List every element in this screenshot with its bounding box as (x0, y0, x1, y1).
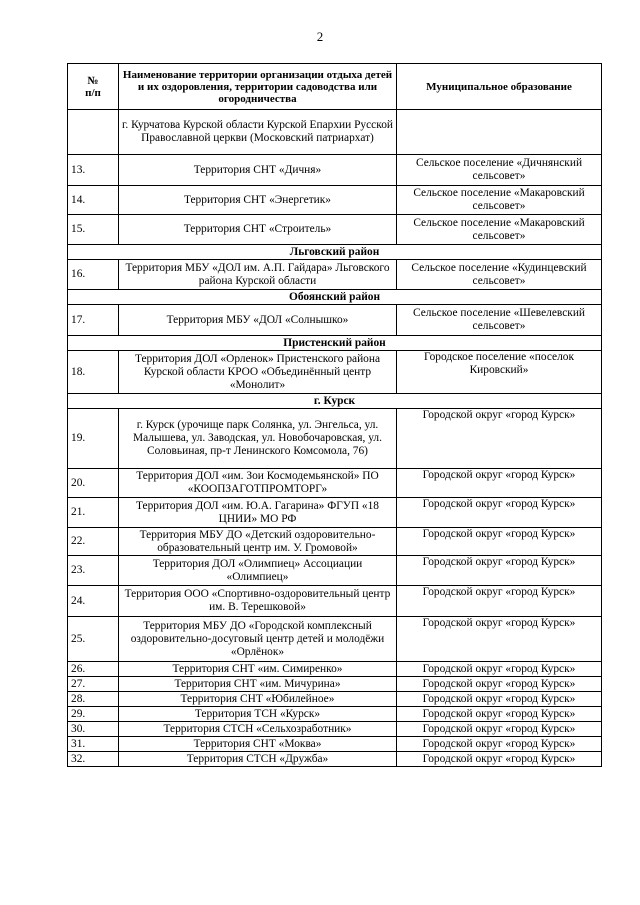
table-row (68, 722, 602, 737)
cell-num: 17. (68, 305, 119, 336)
table-row (68, 677, 602, 692)
cell-num: 20. (68, 469, 119, 498)
table-row (68, 351, 602, 394)
cell-municipality: Сельское поселение «Макаровский сельсовет» (397, 215, 602, 245)
table-row (68, 617, 602, 662)
cell-num: 19. (68, 409, 119, 469)
cell-name: Территория МБУ ДО «Городской комплексный оздоровительно-досуговый центр детей и молодёжи «Орлёнок» (119, 617, 397, 662)
cell-municipality: Городской округ «город Курск» (397, 469, 602, 498)
table-row (68, 409, 602, 469)
cell-num: 21. (68, 498, 119, 528)
page-number: 2 (316, 29, 324, 44)
cell-name: Территория МБУ «ДОЛ им. А.П. Гайдара» Льговского района Курской области (119, 260, 397, 290)
table-body (68, 110, 602, 767)
table-row (68, 737, 602, 752)
cell-name: Территория ТСН «Курск» (119, 707, 397, 722)
table-row-continuation (68, 110, 602, 155)
territories-table (67, 63, 602, 767)
table-row (68, 707, 602, 722)
table-row (68, 528, 602, 556)
cell-municipality: Городской округ «город Курск» (397, 692, 602, 707)
cell-name: Территория СНТ «Юбилейное» (119, 692, 397, 707)
cell-num: 16. (68, 260, 119, 290)
cell-municipality: Городской округ «город Курск» (397, 528, 602, 556)
cell-municipality: Городское поселение «поселок Кировский» (397, 351, 602, 394)
cell-name: г. Курск (урочище парк Солянка, ул. Энгельса, ул. Малышева, ул. Заводская, ул. Новобочаровская, ул. Соловьиная, пр-т Ленинского Комсомола, 76) (119, 409, 397, 469)
cell-name: Территория СНТ «им. Мичурина» (119, 677, 397, 692)
table-row (68, 498, 602, 528)
cell-municipality: Сельское поселение «Кудинцевский сельсовет» (397, 260, 602, 290)
cell-name: Территория СНТ «Дичня» (119, 155, 397, 186)
cell-name: Территория СТСН «Дружба» (119, 752, 397, 767)
cell-name: Территория СНТ «Энергетик» (119, 186, 397, 215)
cell-municipality: Сельское поселение «Дичнянский сельсовет» (397, 155, 602, 186)
cell-name: Территория ДОЛ «им. Зои Космодемьянской» ПО «КООПЗАГОТПРОМТОРГ» (119, 469, 397, 498)
cell-municipality: Городской округ «город Курск» (397, 498, 602, 528)
table-row (68, 260, 602, 290)
cell-num: 31. (68, 737, 119, 752)
district-label: Обоянский район (68, 290, 602, 305)
table-row (68, 155, 602, 186)
table-row (68, 305, 602, 336)
table-row (68, 752, 602, 767)
cell-municipality: Сельское поселение «Шевелевский сельсовет» (397, 305, 602, 336)
cell-municipality: Городской округ «город Курск» (397, 722, 602, 737)
cell-num: 13. (68, 155, 119, 186)
cell-municipality: Сельское поселение «Макаровский сельсовет» (397, 186, 602, 215)
cell-num: 29. (68, 707, 119, 722)
cell-name: Территория МБУ «ДОЛ «Солнышко» (119, 305, 397, 336)
district-label: г. Курск (68, 394, 602, 409)
cell-num: 30. (68, 722, 119, 737)
cell-name: Территория ООО «Спортивно-оздоровительный центр им. В. Терешковой» (119, 586, 397, 617)
cell-name: Территория СТСН «Сельхозработник» (119, 722, 397, 737)
header-municipality: Муниципальное образование (397, 64, 602, 110)
cell-municipality (397, 110, 602, 155)
cell-num: 26. (68, 662, 119, 677)
table-row (68, 556, 602, 586)
cell-num: 28. (68, 692, 119, 707)
district-row (68, 394, 602, 409)
cell-municipality: Городской округ «город Курск» (397, 737, 602, 752)
cell-name: Территория МБУ ДО «Детский оздоровительно-образовательный центр им. У. Громовой» (119, 528, 397, 556)
cell-num: 27. (68, 677, 119, 692)
header-name: Наименование территории организации отдыха детей и их оздоровления, территории садоводства или огородничества (119, 64, 397, 110)
cell-municipality: Городской округ «город Курск» (397, 707, 602, 722)
cell-municipality: Городской округ «город Курск» (397, 586, 602, 617)
cell-num: 32. (68, 752, 119, 767)
cell-num: 22. (68, 528, 119, 556)
cell-municipality: Городской округ «город Курск» (397, 556, 602, 586)
cell-name: Территория ДОЛ «Орленок» Пристенского района Курской области КРОО «Объединённый центр «Монолит» (119, 351, 397, 394)
district-row (68, 336, 602, 351)
cell-num: 14. (68, 186, 119, 215)
cell-name: Территория ДОЛ «Олимпиец» Ассоциации «Олимпиец» (119, 556, 397, 586)
cell-num: 24. (68, 586, 119, 617)
table-row (68, 186, 602, 215)
cell-municipality: Городской округ «город Курск» (397, 409, 602, 469)
cell-num (68, 110, 119, 155)
cell-num: 25. (68, 617, 119, 662)
cell-name: Территория СНТ «им. Симиренко» (119, 662, 397, 677)
header-num: № п/п (68, 64, 119, 110)
cell-num: 15. (68, 215, 119, 245)
cell-num: 18. (68, 351, 119, 394)
table-row (68, 586, 602, 617)
cell-name: Территория СНТ «Моква» (119, 737, 397, 752)
cell-municipality: Городской округ «город Курск» (397, 752, 602, 767)
table-row (68, 469, 602, 498)
cell-num: 23. (68, 556, 119, 586)
district-row (68, 290, 602, 305)
cell-municipality: Городской округ «город Курск» (397, 662, 602, 677)
district-label: Пристенский район (68, 336, 602, 351)
table-row (68, 662, 602, 677)
cell-name: Территория СНТ «Строитель» (119, 215, 397, 245)
district-label: Льговский район (68, 245, 602, 260)
cell-name: г. Курчатова Курской области Курской Епархии Русской Православной церкви (Московский патриархат) (119, 110, 397, 155)
table-row (68, 215, 602, 245)
table-row (68, 692, 602, 707)
cell-municipality: Городской округ «город Курск» (397, 617, 602, 662)
cell-municipality: Городской округ «город Курск» (397, 677, 602, 692)
table-header-row (68, 64, 602, 110)
district-row (68, 245, 602, 260)
cell-name: Территория ДОЛ «им. Ю.А. Гагарина» ФГУП «18 ЦНИИ» МО РФ (119, 498, 397, 528)
